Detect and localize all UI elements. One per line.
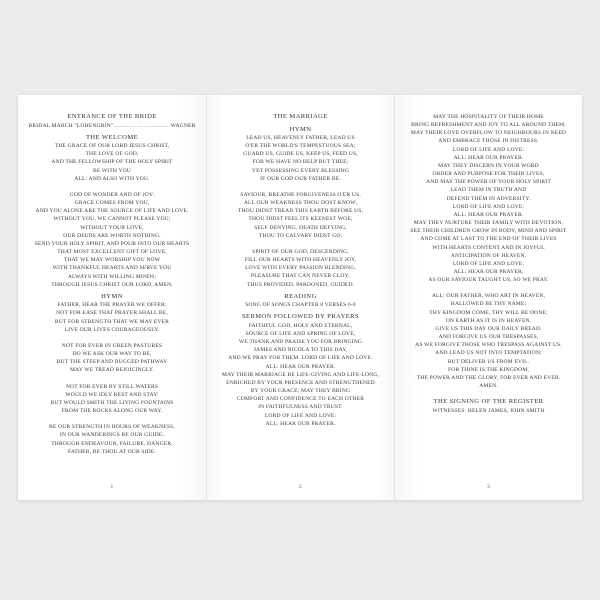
text-line: THAT WE MAY WORSHIP YOU NOW [63,257,161,264]
text-line: ANTICIPATION OF HEAVEN. [450,252,527,259]
text-line: LEAD THEM IN TRUTH AND [450,187,527,194]
text-line: ALWAYS WITH WILLING MINDS; [67,273,157,280]
text-line: JAMES AND NICOLA TO THIS DAY, [253,347,348,354]
text-line: BUT FOR STRENGTH THAT WE MAY EVER [54,318,170,325]
text-line: AMEN. [479,383,498,389]
text-line: WOULD WE IDLY REST AND STAY; [65,391,159,398]
text-line: ALL: HEAR OUR PRAYER, [453,268,524,275]
section-heading: THE MARRIAGE [273,113,328,120]
text-line: BUT WOULD SMITH THE LIVING FOUNTAINS [50,399,174,406]
text-line: IF OUR GOD OUR FATHER BE. [260,175,341,182]
text-line: ALL: HEAR OUR PRAYER. [265,420,336,427]
text-line: BRIDAL MARCH "LOHENGRIN"…………………………WAGNER [28,122,196,129]
text-line: THOU TO CALVARY DIDST GO. [258,232,343,239]
text-line: FOR WE HAVE NO HELP BUT THEE; [252,159,349,166]
text-line: BRING REFRESHMENT AND JOY TO ALL AROUND THEM; [411,122,566,129]
text-line: O'ER THE WORLD'S TEMPESTUOUS SEA; [245,143,356,150]
text-line: SEND YOUR HOLY SPIRIT, AND POUR INTO OUR HEARTS [34,240,190,247]
text-line: FILL OUR HEARTS WITH HEAVENLY JOY, [244,257,357,264]
page-2-content [213,113,388,428]
text-line: THOU DIDST TREAD THIS EARTH BEFORE US, [237,208,364,215]
text-line: FATHER, BE THOU AT OUR SIDE. [68,448,156,455]
text-line: THE GRACE OF OUR LORD JESUS CHRIST, [54,143,170,150]
page-3 [394,95,582,500]
text-line: DO WE ASK OUR WAY TO BE, [72,351,152,358]
text-line: AND THE FELLOWSHIP OF THE HOLY SPIRIT [51,159,173,166]
text-line: THOU DIDST FEEL ITS KEENEST WOE; [248,216,353,223]
text-line: ALL OUR WEAKNESS THOU DOST KNOW; [243,200,358,207]
spacer [24,183,200,191]
page-number: 2 [299,483,302,490]
section-heading: READING [284,292,317,300]
text-line: AS WE FORGIVE THOSE WHO TRESPASS AGAINST US. [415,342,562,349]
spacer [213,240,388,248]
text-line: MAY THEY NURTURE THEIR FAMILY WITH DEVOTION, [413,220,564,227]
text-line: WE THANK AND PRAISE YOU FOR BRINGING [238,339,363,346]
text-line: AS OUR SAVIOUR TAUGHT US, SO WE PRAY. [428,277,549,284]
text-line: BE OUR STRENGTH IN HOURS OF WEAKNESS, [49,424,175,431]
text-line: DEFEND THEM IN ADVERSITY. [446,195,531,202]
text-line: LORD OF LIFE AND LOVE: [452,146,525,153]
text-line: ENRICHED BY YOUR PRESENCE AND STRENGTHENED [226,379,375,386]
page-1 [18,95,206,500]
text-line: GIVE US THIS DAY OUR DAILY BREAD. [435,325,542,332]
text-line: BUT DELIVER US FROM EVIL. [447,358,530,365]
text-line: AND FORGIVE US OUR TRESPASSES, [438,334,539,341]
page-1-content [24,113,200,456]
text-line: SEE THEIR CHILDREN GROW IN BODY, MIND AND SPIRIT [410,228,567,235]
booklet-spread [18,95,582,500]
text-line: GRACE COMES FROM YOU, [74,200,150,207]
spacer [24,375,200,383]
section-heading: HYMN [101,292,123,300]
text-line: BUT THE STEEP AND RUGGED PATHWAY [56,359,168,366]
text-line: WITH THANKFUL HEARTS AND SERVE YOU [52,265,172,272]
text-line: FROM THE ROCKS ALONG OUR WAY. [61,408,163,415]
text-line: WITH HEARTS CONTENT AND IN JOYFUL [432,244,545,251]
section-heading: ENTRANCE OF THE BRIDE [67,113,157,120]
section-heading: HYMN [289,125,312,133]
text-line: BE WITH YOU [92,167,131,174]
text-line: GOD OF WONDER AND OF JOY: [69,191,155,198]
text-line: ON EARTH AS IT IS IN HEAVEN. [445,317,532,324]
page-number: 1 [110,483,114,490]
text-line: WITNESSES: HELEN JAMES, JOHN SMITH [432,407,545,414]
text-line: LIVE OUR LIVES COURAGEOUSLY. [64,326,160,333]
text-line: YET POSSESSING EVERY BLESSING [251,167,350,174]
page-3-content [401,113,576,415]
text-line: THE LOVE OF GOD, [85,151,139,158]
page-number: 3 [487,483,490,490]
text-line: LORD OF LIFE AND LOVE: [452,260,525,267]
spacer [401,390,576,398]
text-line: FOR THINE IS THE KINGDOM, [447,366,530,373]
text-line: LORD OF LIFE AND LOVE: [264,412,337,419]
section-heading: SERMON FOLLOWED BY PRAYERS [241,313,360,321]
text-line: SONG OF SONGS CHAPTER 8 VERSES 6-8 [245,302,356,309]
text-line: PLEASURE THAT CAN NEVER CLOY; [250,273,351,280]
text-line: THY KINGDOM COME, THY WILL BE DONE; [429,309,548,316]
text-line: LEAD US, HEAVENLY FATHER, LEAD US [246,135,355,141]
text-line: COMFORT AND CONFIDENCE TO EACH OTHER [236,396,365,403]
text-line: WITHOUT YOUR LOVE, [80,224,144,231]
text-line: MAY THEIR MARRIAGE BE LIFE-GIVING AND LIFE-LONG, [221,371,380,378]
text-line: ALL: AND ALSO WITH YOU. [74,175,150,182]
text-line: WITHOUT YOU, WE CANNOT PLEASE YOU; [53,216,171,223]
text-line: AND EMBRACE THOSE IN DISTRESS. [438,138,539,145]
text-line: MAY THEIR LOVE OVERFLOW TO NEIGHBOURS IN NEED [410,130,567,137]
page-2 [206,95,394,500]
spacer [24,415,200,423]
text-line: ALL: OUR FATHER, WHO ART IN HEAVEN, [431,293,546,300]
text-line: IN OUR WANDERINGS BE OUR GUIDE; [59,432,165,439]
text-line: THAT MOST EXCELLENT GIFT OF LOVE, [57,249,167,256]
text-line: THROUGH ENDEAVOUR, FAILURE, DANGER, [51,440,173,447]
text-line: MAY THEY DISCERN IN YOUR WORD [438,162,539,169]
text-line: AND YOU ALONE ARE THE SOURCE OF LIFE AND LOVE. [35,208,189,215]
text-line: AND COME AT LAST TO THE END OF THEIR LIVES [420,236,557,243]
text-line: SAVIOUR, BREATHE FORGIVENESS O'ER US, [240,191,361,198]
text-line: SPIRIT OF OUR GOD, DESCENDING, [252,248,349,255]
text-line: ORDER AND PURPOSE FOR THEIR LIVES; [432,171,545,178]
spacer [24,334,200,342]
text-line: AND LEAD US NOT INTO TEMPTATION; [435,350,542,357]
text-line: THUS PROVIDED, PARDONED, GUIDED. [246,281,355,288]
text-line: BY YOUR GRACE; MAY THEY BRING [250,388,351,395]
text-line: ALL: HEAR OUR PRAYER. [453,211,524,218]
section-heading: THE WELCOME [85,133,139,141]
text-line: AND WE PRAY FOR THEM. LORD OF LIFE AND LOVE: [228,355,373,362]
text-line: MAY THE HOSPITALITY OF THEIR HOME [433,114,544,120]
text-line: THE POWER AND THE GLORY, FOR EVER AND EVER. [416,374,561,381]
text-line: NOT FOR EASE THAT PRAYER SHALL BE, [56,310,168,317]
text-line: SOURCE OF LIFE AND SPRING OF LOVE, [245,330,356,337]
text-line: NOT FOR EVER IN GREEN PASTURES [61,342,163,349]
spacer [401,284,576,292]
text-line: THROUGH JESUS CHRIST OUR LORD, AMEN. [51,281,173,288]
text-line: AND MAY THE POWER OF YOUR HOLY SPIRIT [426,179,551,186]
text-line: ALL: HEAR OUR PRAYER. [265,363,336,370]
text-line: HALLOWED BE THY NAME; [450,301,527,308]
text-line: LORD OF LIFE AND LOVE: [452,203,525,210]
text-line: FAITHFUL GOD, HOLY AND ETERNAL, [248,322,353,329]
text-line: NOT FOR EVER BY STILL WATERS [65,383,159,390]
section-heading: THE SIGNING OF THE REGISTER [433,398,544,406]
text-line: IN FAITHFULNESS AND TRUST. [258,404,343,411]
spacer [213,183,388,191]
text-line: ALL: HEAR OUR PRAYER. [453,154,524,161]
text-line: SELF DENYING, DEATH DEFYING, [254,224,347,231]
text-line: FATHER, HEAR THE PRAYER WE OFFER: [57,302,167,309]
text-line: LOVE WITH EVERY PASSION BLENDING, [245,265,356,272]
text-line: OUR DEEDS ARE WORTH NOTHING. [63,232,161,239]
text-line: MAY WE TREAD REJOICINGLY. [70,367,154,374]
text-line: GUARD US, GUIDE US, KEEP US, FEED US, [243,151,358,158]
